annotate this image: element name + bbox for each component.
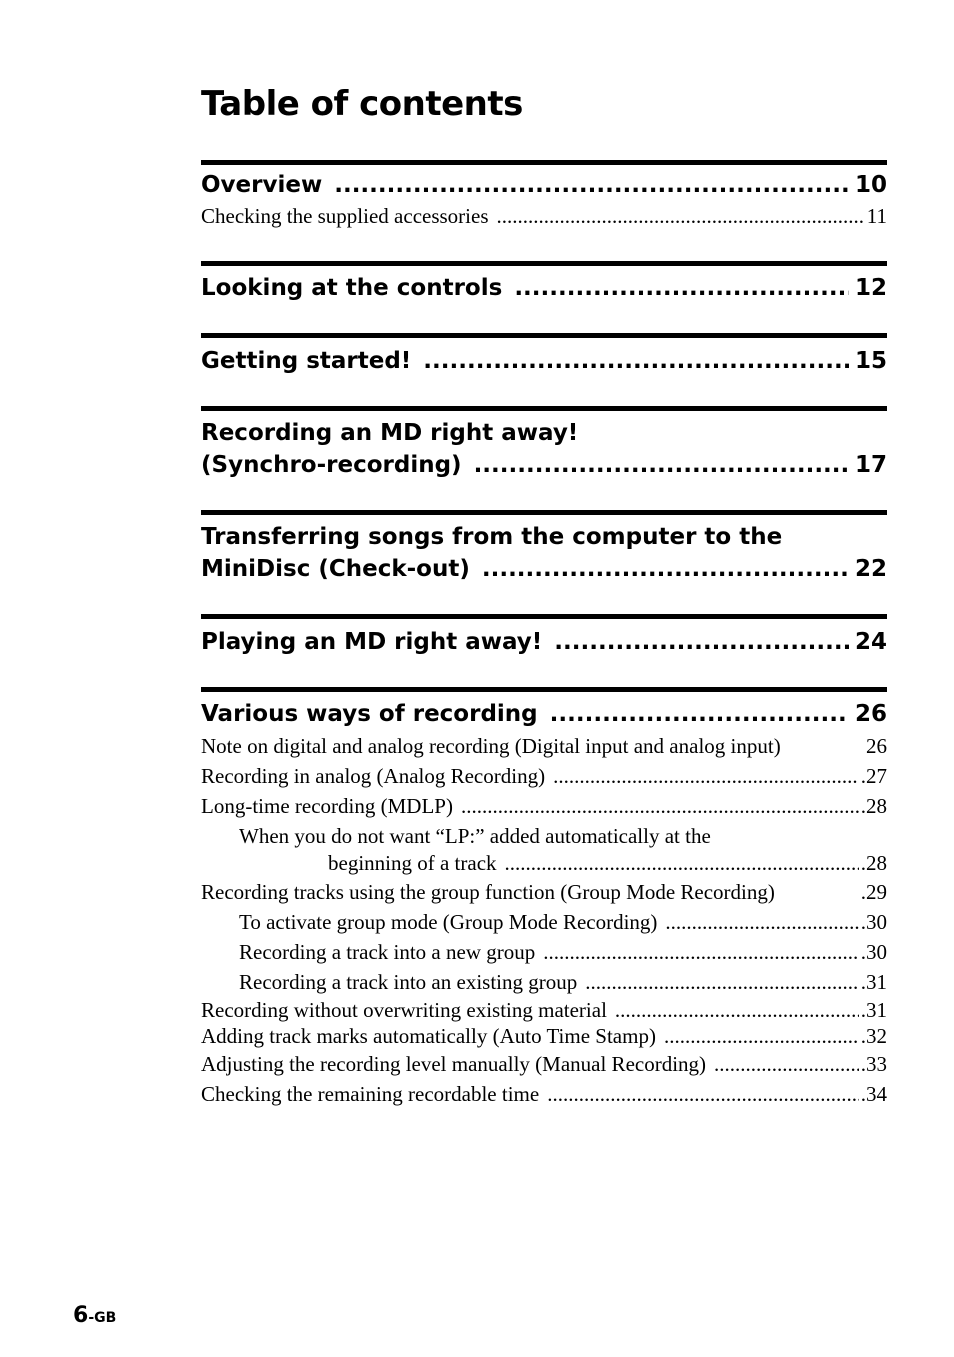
toc-page-number: .28 [860, 794, 887, 818]
dot-leader [474, 449, 849, 481]
toc-heading-title: Looking at the controls [201, 275, 503, 301]
toc-page-number: 26 [854, 701, 887, 727]
toc-section-various [201, 687, 887, 730]
toc-section-transfer [201, 510, 887, 585]
dot-leader [615, 997, 859, 1023]
toc-heading-line[interactable]: Transferring songs from the computer to the [201, 524, 783, 550]
toc-page-number: 15 [854, 348, 887, 374]
toc-page-number: .29 [860, 880, 887, 904]
toc-page-number: 11 [866, 204, 887, 228]
toc-page-number: .32 [860, 1024, 887, 1048]
dot-leader [554, 626, 849, 658]
dot-leader [461, 791, 859, 821]
dot-leader [543, 937, 859, 967]
toc-section-getting-started [201, 333, 887, 377]
toc-item[interactable] [201, 877, 887, 907]
toc-page-number: .31 [860, 998, 887, 1022]
toc-heading-various[interactable] [201, 698, 887, 730]
toc-heading-title: Getting started! [201, 348, 412, 374]
toc-page-number: .27 [860, 764, 887, 788]
toc-item-title: Recording tracks using the group function (Group Mode Recording) [201, 880, 775, 904]
dot-leader [514, 272, 849, 304]
toc-section-synchro [201, 406, 887, 481]
dot-leader [550, 698, 849, 730]
toc-heading-playing[interactable] [201, 626, 887, 658]
toc-section-controls [201, 261, 887, 304]
toc-item-title: To activate group mode (Group Mode Recording) [239, 910, 658, 934]
toc-item[interactable] [201, 937, 887, 967]
toc-item[interactable] [201, 731, 887, 761]
toc-heading-getting-started[interactable] [201, 345, 887, 377]
toc-heading-overview[interactable] [201, 169, 887, 201]
toc-section-overview [201, 160, 887, 231]
toc-item[interactable] [201, 761, 887, 791]
toc-item[interactable] [201, 907, 887, 937]
toc-item[interactable] [201, 997, 887, 1023]
toc-page-number: .31 [860, 970, 887, 994]
toc-page-number: 26 [866, 734, 887, 758]
toc-page-number: 17 [854, 452, 887, 478]
toc-page-number: .34 [860, 1082, 887, 1106]
dot-leader [664, 1023, 859, 1049]
toc-item[interactable] [201, 850, 887, 877]
toc-heading-title: (Synchro-recording) [201, 452, 462, 478]
dot-leader [505, 850, 859, 877]
toc-item-title: Note on digital and analog recording (Digital input and analog input) [201, 734, 781, 758]
toc-page-number: .33 [860, 1052, 887, 1076]
toc-heading-title: Playing an MD right away! [201, 629, 543, 655]
dot-leader [334, 169, 849, 201]
toc-item-title: Recording a track into a new group [239, 940, 536, 964]
toc-heading-controls[interactable] [201, 272, 887, 304]
toc-item[interactable] [201, 1049, 887, 1079]
dot-leader [553, 761, 859, 791]
toc-item-title: Recording a track into an existing group [239, 970, 578, 994]
toc-item-title: Recording without overwriting existing material [201, 998, 607, 1022]
toc-item-list [201, 731, 887, 1109]
toc-item[interactable] [201, 201, 887, 231]
toc-page-number: 22 [854, 556, 887, 582]
toc-item-title: Checking the remaining recordable time [201, 1082, 540, 1106]
toc-page-number: .30 [860, 940, 887, 964]
dot-leader [423, 345, 849, 377]
toc-item-title: Long-time recording (MDLP) [201, 794, 453, 818]
toc-item[interactable] [201, 791, 887, 821]
toc-page-number: .28 [860, 851, 887, 875]
toc-item[interactable] [201, 967, 887, 997]
dot-leader [585, 967, 859, 997]
footer-page-number: 6 [73, 1303, 89, 1328]
toc-item-title: beginning of a track [328, 851, 497, 875]
dot-leader [547, 1079, 859, 1109]
toc-item-line[interactable]: When you do not want “LP:” added automatically at the [239, 824, 711, 848]
dot-leader [482, 553, 849, 585]
toc-heading-title: Overview [201, 172, 323, 198]
toc-heading-title: MiniDisc (Check-out) [201, 556, 470, 582]
toc-item[interactable] [201, 1079, 887, 1109]
toc-section-playing [201, 614, 887, 658]
toc-page-number: 24 [854, 629, 887, 655]
footer-suffix: -GB [88, 1310, 117, 1326]
dot-leader [665, 907, 858, 937]
toc-heading-line[interactable]: Recording an MD right away! [201, 420, 579, 446]
toc-item[interactable] [201, 1023, 887, 1049]
page-title: Table of contents [201, 84, 523, 124]
toc-heading-transfer[interactable] [201, 553, 887, 585]
toc-item-title: Recording in analog (Analog Recording) [201, 764, 546, 788]
toc-item-title: Checking the supplied accessories [201, 204, 489, 228]
toc-heading-title: Various ways of recording [201, 701, 538, 727]
toc-page-number: 10 [854, 172, 887, 198]
dot-leader [497, 201, 865, 231]
toc-item-title: Adding track marks automatically (Auto Time Stamp) [201, 1024, 656, 1048]
dot-leader [714, 1049, 859, 1079]
toc-item-title: Adjusting the recording level manually (Manual Recording) [201, 1052, 707, 1076]
toc-page-number: 12 [854, 275, 887, 301]
toc-heading-synchro[interactable] [201, 449, 887, 481]
toc-page-number: .30 [860, 910, 887, 934]
page-number-footer [73, 1303, 116, 1328]
